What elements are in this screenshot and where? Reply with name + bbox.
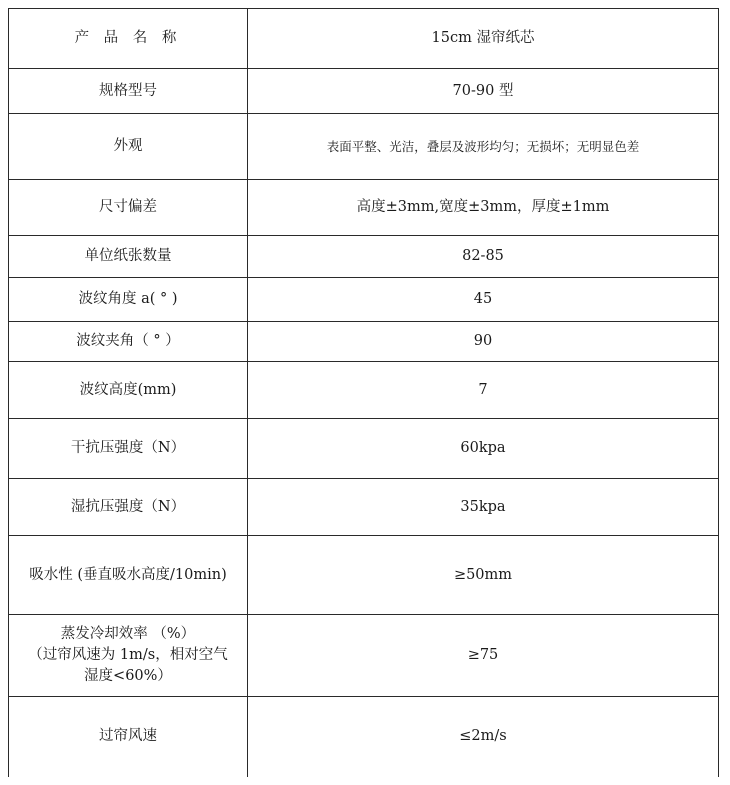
table-row bbox=[9, 362, 719, 419]
spec-table bbox=[8, 8, 719, 777]
row-value: ≥75 bbox=[248, 615, 719, 697]
table-row bbox=[9, 536, 719, 615]
row-label: 干抗压强度（N） bbox=[9, 419, 248, 479]
row-label: 外观 bbox=[9, 114, 248, 180]
table-row bbox=[9, 236, 719, 278]
row-value: 35kpa bbox=[248, 479, 719, 536]
table-row-header bbox=[9, 9, 719, 69]
row-value: ≥50mm bbox=[248, 536, 719, 615]
row-label: 波纹夹角（ ° ） bbox=[9, 322, 248, 362]
row-label: 蒸发冷却效率 （%） （过帘风速为 1m/s，相对空气 湿度<60%） bbox=[9, 615, 248, 697]
row-value: 表面平整、光洁，叠层及波形均匀；无损坏；无明显色差 bbox=[248, 114, 719, 180]
table-row bbox=[9, 419, 719, 479]
row-value: 70-90 型 bbox=[248, 69, 719, 114]
product-name-value: 15cm 湿帘纸芯 bbox=[248, 9, 719, 69]
row-value: 7 bbox=[248, 362, 719, 419]
row-label: 吸水性 (垂直吸水高度/10min) bbox=[9, 536, 248, 615]
table-row bbox=[9, 114, 719, 180]
row-label: 单位纸张数量 bbox=[9, 236, 248, 278]
row-value: 90 bbox=[248, 322, 719, 362]
row-label: 过帘风速 bbox=[9, 697, 248, 777]
product-name-label: 产 品 名 称 bbox=[9, 9, 248, 69]
row-label: 规格型号 bbox=[9, 69, 248, 114]
row-label: 波纹角度 a( ° ) bbox=[9, 278, 248, 322]
table-row bbox=[9, 615, 719, 697]
table-row bbox=[9, 278, 719, 322]
row-value: ≤2m/s bbox=[248, 697, 719, 777]
row-label: 尺寸偏差 bbox=[9, 180, 248, 236]
table-row bbox=[9, 479, 719, 536]
table-row bbox=[9, 69, 719, 114]
table-row bbox=[9, 180, 719, 236]
row-value: 高度±3mm,宽度±3mm，厚度±1mm bbox=[248, 180, 719, 236]
table-row bbox=[9, 322, 719, 362]
table-row bbox=[9, 697, 719, 777]
row-value: 82-85 bbox=[248, 236, 719, 278]
row-value: 45 bbox=[248, 278, 719, 322]
row-value: 60kpa bbox=[248, 419, 719, 479]
row-label: 湿抗压强度（N） bbox=[9, 479, 248, 536]
row-label: 波纹高度(mm) bbox=[9, 362, 248, 419]
